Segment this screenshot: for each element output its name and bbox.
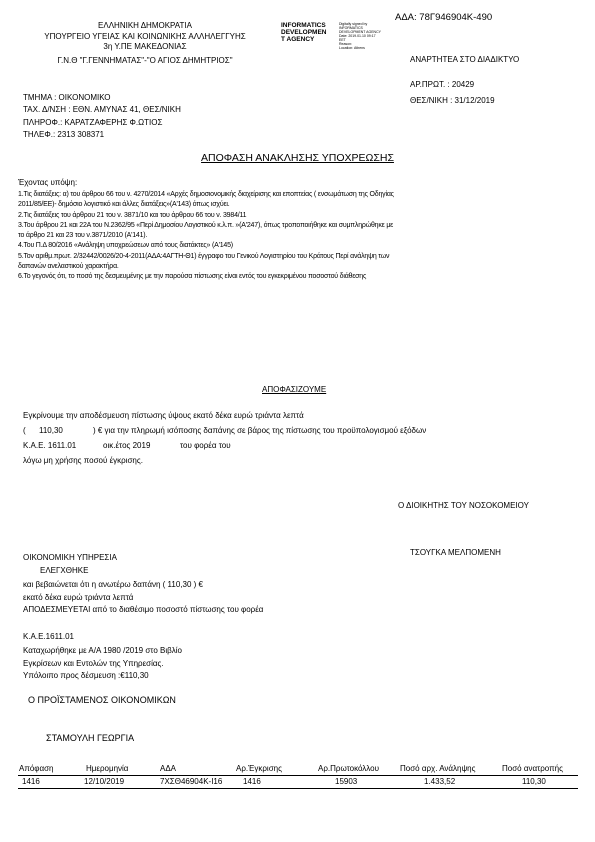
table-cell: 1416: [22, 777, 40, 786]
stamp-small-line: Date: 2019.01.10 09:17: [339, 34, 376, 38]
stamp-big-line: T AGENCY: [281, 36, 315, 43]
table-bottom-line: [18, 788, 578, 789]
table-cell: 1.433,52: [424, 777, 456, 786]
consideration-line: 1.Τις διατάξεις: α) του άρθρου 66 του ν. 4270/2014 «Αρχές δημοσιονομικής διαχείρισης και εποπτείας ( ενσωμάτωση της Οδηγίας: [18, 191, 394, 198]
stamp-small-line: Reason:: [339, 42, 353, 46]
decide-line-1: Εγκρίνουμε την αποδέσμευση πίστωσης ύψους εκατό δέκα ευρώ τριάντα λεπτά: [23, 411, 304, 420]
finance-head-name: ΣΤΑΜΟΥΛΗ ΓΕΩΡΓΙΑ: [46, 733, 135, 743]
ada-number: ΑΔΑ: 78Γ946904Κ-490: [395, 12, 493, 23]
table-cell: 7ΧΣΘ46904Κ-Ι16: [160, 777, 223, 786]
finance-line-1: και βεβαιώνεται ότι η ανωτέρω δαπάνη ( 110,30 ) €: [23, 580, 203, 589]
issuer-block: [10, 21, 280, 66]
finance-kae: Κ.Α.Ε.1611.01: [23, 632, 74, 641]
table-cell: 110,30: [522, 777, 546, 786]
issuer-line-3: 3η Υ.ΠΕ ΜΑΚΕΔΟΝΙΑΣ: [103, 42, 187, 51]
director-title: Ο ΔΙΟΙΚΗΤΗΣ ΤΟΥ ΝΟΣΟΚΟΜΕΙΟΥ: [398, 501, 529, 510]
stamp-small-line: DEVELOPMENT AGENCY: [339, 30, 381, 34]
place-date: ΘΕΣ/ΝΙΚΗ : 31/12/2019: [410, 96, 495, 105]
table-header-cell: Ποσό ανατροπής: [502, 764, 563, 773]
stamp-big-line: DEVELOPMEN: [281, 29, 327, 36]
decide-line-2-rest: ) € για την πληρωμή ισόποσης δαπάνης σε βάρος της πίστωσης του προϋπολογισμού εξόδων: [93, 426, 427, 435]
table-header-cell: ΑΔΑ: [160, 764, 177, 773]
table-header-cell: Αρ.Έγκρισης: [236, 764, 282, 773]
finance-checked: ΕΛΕΓΧΘΗΚΕ: [40, 566, 89, 575]
department: ΤΜΗΜΑ : ΟΙΚΟΝΟΜΙΚΟ: [23, 93, 111, 102]
considerations-intro: Έχοντας υπόψη:: [18, 178, 78, 187]
table-header-cell: Ποσό αρχ. Ανάληψης: [400, 764, 476, 773]
finance-head-title: Ο ΠΡΟΪΣΤΑΜΕΝΟΣ ΟΙΚΟΝΟΜΙΚΩΝ: [28, 695, 176, 705]
table-cell: 12/10/2019: [84, 777, 125, 786]
consideration-line: 2011/85/ΕΕ)- δημόσιο λογιστικό και άλλες διατάξεις»(Α'143) όπως ισχύει.: [18, 201, 230, 209]
address: ΤΑΧ. Δ/ΝΣΗ : ΕΘΝ. ΑΜΥΝΑΣ 41, ΘΕΣ/ΝΙΚΗ: [23, 105, 181, 114]
publish-notice: ΑΝΑΡΤΗΤΕΑ ΣΤΟ ΔΙΑΔΙΚΤΥΟ: [410, 55, 520, 64]
consideration-line: 6.Το γεγονός ότι, το ποσό της δεσμευμένης με την παρούσα πίστωσης είναι εντός του εγκεκριμένου ποσοστού διάθεσης: [18, 273, 367, 281]
approved-amount: 110,30: [39, 426, 63, 435]
issuer-line-1: ΕΛΛΗΝΙΚΗ ΔΗΜΟΚΡΑΤΙΑ: [98, 21, 192, 30]
consideration-line: 2.Τις διατάξεις του άρθρου 21 του ν. 3871/10 και του άρθρου 66 του ν. 3984/11: [18, 211, 247, 219]
finance-registration: Καταχωρήθηκε με Α/Α 1980 /2019 στο Βιβλίο: [23, 646, 182, 655]
phone: ΤΗΛΕΦ.: 2313 308371: [23, 130, 105, 139]
table-cell: 1416: [243, 777, 261, 786]
finance-service: ΟΙΚΟΝΟΜΙΚΗ ΥΠΗΡΕΣΙΑ: [23, 553, 117, 562]
table-row: [0, 777, 595, 788]
stamp-big-line: INFORMATICS: [281, 22, 326, 29]
finance-registration-2: Εγκρίσεων και Εντολών της Υπηρεσίας.: [23, 659, 164, 668]
consideration-line: το άρθρο 21 και 23 του ν.3871/2010 (Α'141).: [18, 232, 148, 240]
table-header-cell: Απόφαση: [19, 764, 54, 773]
decide-body: του φορέα του: [180, 441, 231, 450]
considerations-list: [18, 190, 578, 283]
decide-year: οικ.έτος 2019: [103, 441, 151, 450]
table-divider: [18, 775, 578, 776]
protocol-number: ΑΡ.ΠΡΩΤ. : 20429: [410, 80, 475, 89]
director-name: ΤΣΟΥΓΚΑ ΜΕΛΠΟΜΕΝΗ: [410, 548, 501, 557]
table-cell: 15903: [335, 777, 358, 786]
document-title: ΑΠΟΦΑΣΗ ΑΝΑΚΛΗΣΗΣ ΥΠΟΧΡΕΩΣΗΣ: [201, 152, 394, 164]
summary-table: [0, 762, 595, 792]
decide-kae: Κ.Α.Ε. 1611.01: [23, 441, 77, 450]
stamp-small-line: Location: Athens: [339, 46, 365, 50]
stamp-big-text: [281, 22, 337, 43]
table-header-cell: Ημερομηνία: [86, 764, 129, 773]
paren-open: (: [23, 426, 26, 435]
stamp-small-line: EET: [339, 38, 346, 42]
finance-line-3: ΑΠΟΔΕΣΜΕΥΕΤΑΙ από το διαθέσιμο ποσοστό πίστωσης του φορέα: [23, 605, 264, 614]
issuer-line-4: Γ.Ν.Θ "Γ.ΓΕΝΝΗΜΑΤΑΣ"-"Ο ΑΓΙΟΣ ΔΗΜΗΤΡΙΟΣ": [57, 55, 233, 65]
stamp-small-line: INFORMATICS: [339, 26, 363, 30]
table-header-cell: Αρ.Πρωτοκόλλου: [318, 764, 379, 773]
consideration-line: δαπανών ανελαστικού χαρακτήρα.: [18, 263, 119, 271]
finance-remaining: Υπόλοιπο προς δέσμευση :€110,30: [23, 671, 149, 680]
contact-person: ΠΛΗΡΟΦ.: ΚΑΡΑΤΖΑΦΕΡΗΣ Φ.ΩΤΙΟΣ: [23, 118, 163, 127]
decide-heading: ΑΠΟΦΑΣΙΖΟΥΜΕ: [262, 385, 327, 394]
stamp-small-text: [339, 22, 381, 50]
consideration-line: 3.Του άρθρου 21 και 22Α του Ν.2362/95 «Περί Δημοσίου Λογιστικού κ.λ.π. »(Α'247), όπως τροποποιήθηκε και συμπληρώθηκε με: [18, 221, 394, 229]
consideration-line: 5.Τον αριθμ.πρωτ. 2/32442/0026/20-4-2011(ΑΔΑ:4ΑΓΤΗ-Θ1) έγγραφο του Γενικού Λογιστηρίου του Κράτους Περί ανάληψη των: [18, 252, 390, 260]
consideration-line: 4.Του Π.Δ 80/2016 «Ανάληψη υποχρεώσεων από τους διατάκτες» (Α'145): [18, 242, 233, 250]
issuer-line-2: ΥΠΟΥΡΓΕΙΟ ΥΓΕΙΑΣ ΚΑΙ ΚΟΙΝΩΝΙΚΗΣ ΑΛΛΗΛΕΓΓΥΗΣ: [44, 31, 246, 41]
decide-line-4: λόγω μη χρήσης ποσού έγκρισης.: [23, 456, 143, 465]
finance-line-2: εκατό δέκα ευρώ τριάντα λεπτά: [23, 593, 134, 602]
stamp-small-line: Digitally signed by: [339, 22, 368, 26]
table-header-row: [0, 764, 595, 775]
